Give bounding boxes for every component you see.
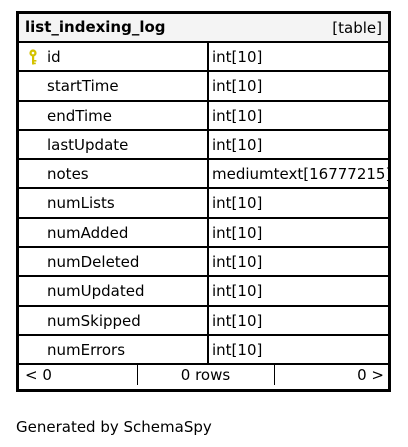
column-type: int[10] — [212, 135, 263, 154]
column-type: int[10] — [212, 340, 263, 359]
column-divider — [207, 131, 209, 158]
column-divider — [207, 72, 209, 99]
column-name: id — [47, 48, 61, 66]
column-row-numadded — [19, 219, 388, 248]
table-box — [16, 11, 391, 392]
column-name: endTime — [47, 106, 112, 125]
column-divider — [207, 307, 209, 334]
row-count: 0 rows — [180, 366, 231, 384]
column-row-numskipped — [19, 307, 388, 336]
key-icon — [28, 49, 38, 65]
column-name: startTime — [47, 77, 119, 96]
column-row-id — [19, 43, 388, 72]
column-name: numUpdated — [47, 282, 145, 301]
column-list — [19, 43, 392, 365]
column-type: int[10] — [212, 106, 263, 125]
column-divider — [207, 336, 209, 363]
column-type: int[10] — [212, 77, 263, 96]
column-type: int[10] — [212, 311, 263, 330]
column-name: numDeleted — [47, 253, 140, 272]
column-name: lastUpdate — [47, 135, 129, 154]
footer-separator — [274, 365, 275, 385]
column-row-numerrors — [19, 336, 388, 365]
column-divider — [207, 43, 209, 70]
column-type: int[10] — [212, 253, 263, 272]
column-divider — [207, 248, 209, 275]
column-name: numSkipped — [47, 311, 141, 330]
column-name: notes — [47, 165, 89, 184]
column-type: int[10] — [212, 282, 263, 301]
child-count: 0 > — [357, 366, 384, 384]
column-type: mediumtext[16777215] — [212, 165, 392, 184]
column-row-starttime — [19, 72, 388, 101]
column-divider — [207, 219, 209, 246]
table-name: list_indexing_log — [25, 18, 166, 36]
column-divider — [207, 102, 209, 129]
table-type-label: [table] — [332, 19, 382, 37]
column-row-notes — [19, 160, 392, 189]
column-divider — [207, 189, 209, 216]
column-row-numupdated — [19, 277, 388, 306]
column-row-numlists — [19, 189, 388, 218]
column-row-lastupdate — [19, 131, 388, 160]
column-name: numErrors — [47, 340, 126, 359]
table-header — [19, 14, 388, 43]
column-name: numAdded — [47, 223, 129, 242]
column-divider — [207, 160, 209, 187]
table-footer — [19, 363, 388, 389]
generated-by-credit: Generated by SchemaSpy — [16, 418, 212, 436]
column-type: int[10] — [212, 194, 263, 213]
column-row-numdeleted — [19, 248, 388, 277]
column-row-endtime — [19, 102, 388, 131]
column-divider — [207, 277, 209, 304]
column-type: int[10] — [212, 48, 263, 66]
column-name: numLists — [47, 194, 115, 213]
column-type: int[10] — [212, 223, 263, 242]
parent-count: < 0 — [25, 366, 52, 384]
